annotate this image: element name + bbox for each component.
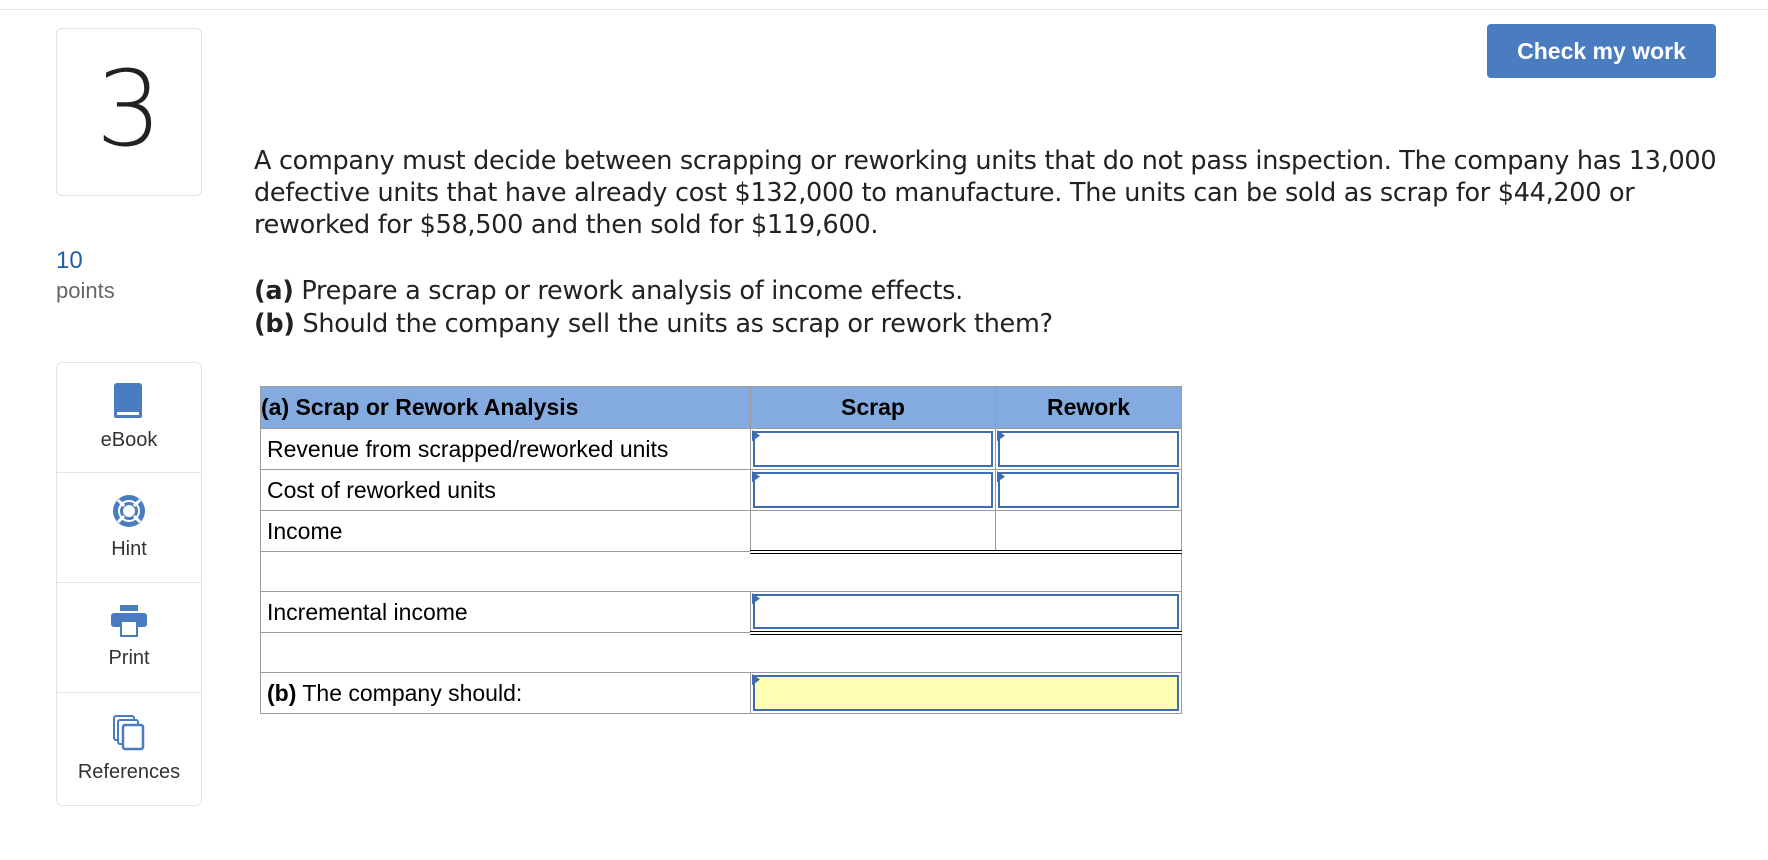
decision-dropdown[interactable] [751,673,1182,714]
table-row [261,429,1182,470]
part-a-text: Prepare a scrap or rework analysis of income effects. [293,276,963,306]
income-scrap-cell [751,511,996,552]
table-row [261,592,1182,633]
part-b-text: Should the company sell the units as scrap or rework them? [294,309,1053,339]
header-analysis: (a) Scrap or Rework Analysis [261,387,751,429]
decision-text: The company should: [296,679,523,706]
question-number: 3 [95,48,163,170]
revenue-rework-input[interactable] [996,429,1182,470]
cost-scrap-input[interactable] [751,470,996,511]
table-row [261,470,1182,511]
decision-dropdown-field[interactable] [753,675,1179,711]
print-button[interactable] [57,583,201,693]
top-divider [0,0,1768,10]
cost-rework-field[interactable] [998,472,1179,508]
table-row [261,673,1182,714]
row-label-incremental: Incremental income [261,592,751,633]
print-label: Print [108,647,150,669]
references-button[interactable] [57,693,201,805]
revenue-rework-field[interactable] [998,431,1179,467]
question-text: A company must decide between scrapping or reworking units that do not pass inspection. The company has 13,000 defective units that have already cost $132,000 to manufacture. The units can be sold as scrap for $44,200 or reworked for $58,500 and then sold for $119,600. [254,146,1717,240]
income-rework-cell [996,511,1182,552]
book-icon [114,383,144,419]
hint-button[interactable] [57,473,201,583]
tools-panel [56,362,202,806]
spacer-cell [261,552,1182,592]
question-number-box [56,28,202,196]
input-marker-icon [997,430,1005,441]
points-info [56,246,115,306]
incremental-income-input[interactable] [751,592,1182,633]
table-row [261,511,1182,552]
check-my-work-button[interactable]: Check my work [1487,24,1716,78]
question-parts [254,275,1053,341]
header-rework: Rework [996,387,1182,429]
input-marker-icon [752,674,760,685]
spacer-row [261,552,1182,592]
lifebuoy-icon [112,494,146,528]
documents-icon [113,715,145,751]
part-b [254,308,1053,341]
spacer-cell [261,633,1182,673]
part-a-tag: (a) [254,276,294,306]
hint-label: Hint [111,538,147,560]
references-label: References [77,760,181,783]
input-marker-icon [752,471,760,482]
scrap-rework-table [260,386,1182,714]
revenue-scrap-input[interactable] [751,429,996,470]
ebook-label: eBook [100,429,158,451]
points-value: 10 [56,247,83,274]
incremental-income-field[interactable] [753,594,1179,629]
row-label-revenue: Revenue from scrapped/reworked units [261,429,751,470]
revenue-scrap-field[interactable] [753,431,993,467]
cost-scrap-field[interactable] [753,472,993,508]
part-b-tag: (b) [254,309,295,339]
table-header-row [261,387,1182,429]
decision-tag: (b) [267,679,297,706]
input-marker-icon [752,593,760,604]
row-label-decision [261,673,751,714]
points-label: points [56,278,115,303]
ebook-button[interactable] [57,363,201,473]
spacer-row [261,633,1182,673]
input-marker-icon [752,430,760,441]
row-label-cost: Cost of reworked units [261,470,751,511]
input-marker-icon [997,471,1005,482]
header-scrap: Scrap [751,387,996,429]
printer-icon [111,605,147,637]
cost-rework-input[interactable] [996,470,1182,511]
row-label-income: Income [261,511,751,552]
part-a [254,275,1053,308]
